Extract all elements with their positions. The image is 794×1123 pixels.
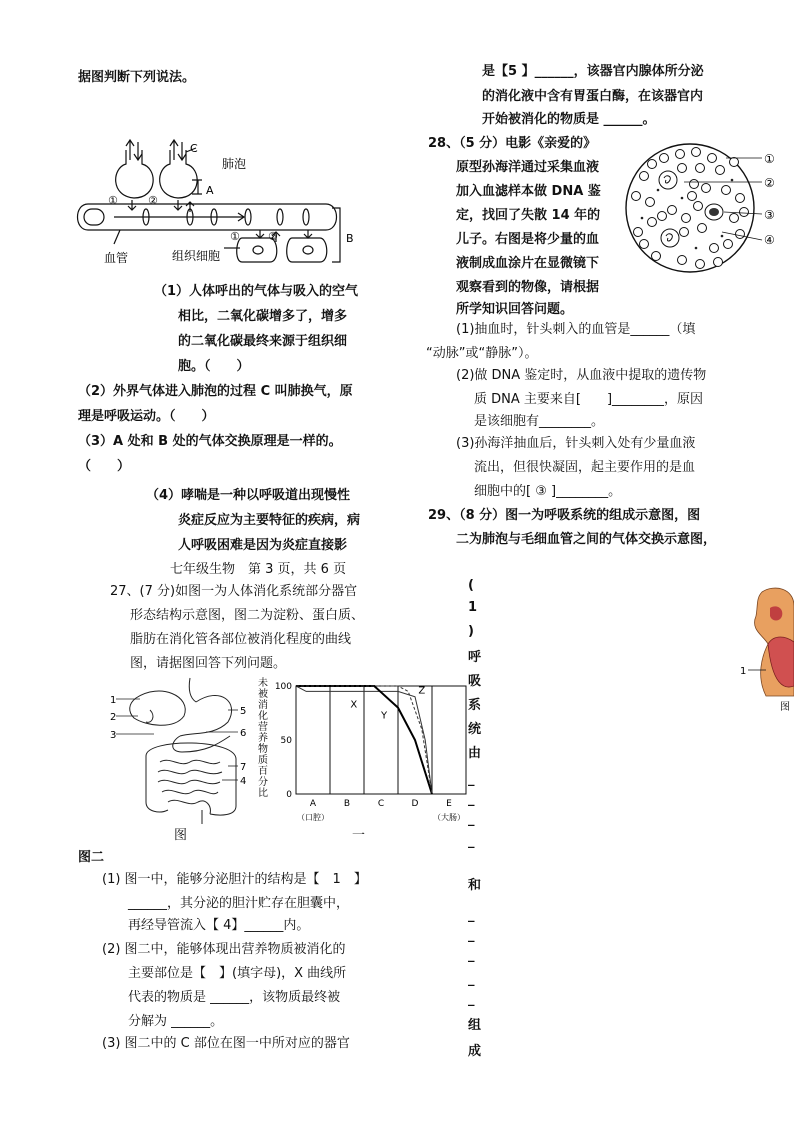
y-axis-label [258, 676, 268, 799]
label-circle-2-bottom: ② [268, 230, 278, 243]
label-alveolus: 肺泡 [222, 157, 247, 171]
red-blood-cell [652, 252, 661, 261]
red-blood-cell [632, 192, 641, 201]
red-blood-cell [722, 186, 731, 195]
q26-1-line2: 相比，二氧化碳增多了，增多 [178, 309, 348, 324]
vertical-char: 由 [468, 746, 482, 761]
pancreas [173, 736, 230, 752]
x-tick-label: E [446, 799, 452, 809]
label-tissue-cell: 组织细胞 [172, 249, 221, 263]
y-axis-label-char: 质 [258, 755, 268, 766]
q27-1-line2: ______，其分泌的胆汁贮存在胆囊中， [128, 896, 350, 911]
q28-1-line2: “动脉”或“静脉”）。 [426, 346, 538, 361]
red-blood-cell [730, 214, 739, 223]
gas-exchange-diagram [74, 138, 354, 268]
organ-num-6: 6 [240, 728, 247, 739]
q28-2-line3: 是该细胞有________。 [474, 414, 605, 429]
x-tick-label: D [411, 799, 419, 809]
label-blood-vessel: 血管 [104, 251, 129, 265]
y-tick-label: 50 [280, 736, 292, 746]
vertical-char: _ [468, 908, 475, 923]
vertical-char: ( [468, 578, 474, 593]
red-blood-cell [648, 218, 657, 227]
organ-num-1: 1 [110, 695, 117, 706]
y-axis-label-char: 被 [258, 689, 268, 700]
q27-3-line1: (3) 图二中的 C 部位在图一中所对应的器官 [102, 1036, 350, 1051]
vertical-char: _ [468, 792, 475, 807]
q26-1-line3: 的二氧化碳最终来源于组织细 [178, 334, 348, 349]
q27-line2: 形态结构示意图，图二为淀粉、蛋白质、 [130, 608, 365, 623]
resp-label-tu: 图 [780, 702, 790, 713]
red-blood-cell [678, 164, 687, 173]
digestion-curve-chart [256, 676, 472, 824]
q26-3-line2: （ ） [78, 459, 131, 474]
red-blood-cell [740, 208, 749, 217]
vertical-char: 统 [468, 722, 482, 737]
red-blood-cell [702, 184, 711, 193]
q28-body-5: 液制成血涂片在显微镜下 [456, 256, 600, 271]
red-blood-cell [724, 240, 733, 249]
y-axis-label-char: 百 [258, 766, 268, 777]
q26-1-line4: 胞。（ ） [178, 359, 250, 374]
vertical-char: 呼 [468, 650, 482, 665]
resp-label-1: 1 [740, 666, 747, 677]
q28-body-4: 儿子。右图是将少量的血 [456, 232, 600, 247]
q28-body-2: 加入血滤样本做 DNA 鉴 [456, 184, 601, 199]
gallbladder [146, 710, 153, 722]
blood-label-4: ④ [764, 233, 775, 247]
red-blood-cell [680, 228, 689, 237]
label-b: B [346, 232, 354, 245]
blood-smear-diagram [622, 140, 794, 280]
red-blood-cell [736, 194, 745, 203]
q28-3-line1: (3)孙海洋抽血后，针头刺入处有少量血液 [456, 436, 696, 451]
q26-4-line3: 人呼吸困难是因为炎症直接影 [178, 538, 348, 553]
small-intestine [158, 760, 222, 814]
blood-label-3: ③ [764, 208, 775, 222]
red-blood-cell [634, 228, 643, 237]
label-c: C [190, 142, 198, 155]
red-blood-cell [714, 258, 723, 267]
red-blood-cell [696, 260, 705, 269]
red-blood-cell [640, 172, 649, 181]
red-blood-cell [736, 230, 745, 239]
y-axis-label-char: 未 [258, 678, 268, 689]
vertical-char: _ [468, 992, 475, 1007]
x-tick-note: （大肠） [433, 813, 465, 822]
organ-num-5: 5 [240, 706, 247, 717]
stomach [180, 695, 232, 736]
vertical-char: _ [468, 948, 475, 963]
series-label-y: Y [381, 710, 388, 722]
red-blood-cell [676, 150, 685, 159]
q26-2-line1: （2）外界气体进入肺泡的过程 C 叫肺换气，原 [78, 384, 353, 399]
vertical-char: 吸 [468, 674, 482, 689]
x-tick-label: C [377, 799, 385, 809]
red-blood-cell [648, 160, 657, 169]
vertical-char: 和 [468, 878, 482, 893]
q28-body-6: 观察看到的物像，请根据 [456, 280, 600, 295]
vertical-char: _ [468, 772, 475, 787]
q28-2-line1: (2)做 DNA 鉴定时，从血液中提取的遗传物 [456, 368, 707, 383]
large-intestine [146, 743, 236, 815]
organ-num-4: 4 [240, 776, 247, 787]
white-cell-1 [659, 171, 677, 189]
q28-body-1: 原型孙海洋通过采集血液 [456, 160, 600, 175]
red-blood-cell [688, 192, 697, 201]
liver [130, 691, 186, 725]
label-circle-1-bottom: ① [230, 230, 240, 243]
q28-3-line3: 细胞中的[ ③ ]________。 [474, 484, 622, 499]
x-tick-note: （口腔） [297, 813, 329, 822]
q28-head: 28、（5 分）电影《亲爱的》 [428, 136, 597, 151]
fig1-caption-dash: 一 [352, 828, 366, 843]
tissue-cell-right [287, 238, 327, 262]
q28-2-line2: 质 DNA 主要来自[ ]________，原因 [474, 392, 704, 407]
vertical-char: 成 [468, 1044, 482, 1059]
fig1-caption: 图 [174, 828, 188, 843]
q27-cont-line3: 开始被消化的物质是 ______。 [482, 112, 656, 127]
label-circle-2-top: ② [148, 194, 158, 207]
q29-line2: 二为肺泡与毛细血管之间的气体交换示意图， [456, 532, 717, 547]
y-axis-label-char: 消 [258, 700, 268, 711]
red-blood-cell [690, 180, 699, 189]
q28-body-7: 所学知识回答问题。 [456, 302, 574, 317]
red-blood-cell [658, 212, 667, 221]
vertical-char: ) [468, 624, 474, 639]
y-tick-label: 0 [286, 790, 292, 800]
red-blood-cell [640, 240, 649, 249]
q26-1-line1: （1）人体呼出的气体与吸入的空气 [154, 284, 359, 299]
q27-cont-line2: 的消化液中含有胃蛋白酶，在该器官内 [482, 89, 704, 104]
red-blood-cell [678, 256, 687, 265]
chart-frame [296, 686, 466, 794]
y-tick-label: 100 [274, 682, 292, 692]
vertical-char: 系 [468, 698, 482, 713]
q26-3-line1: （3）A 处和 B 处的气体交换原理是一样的。 [78, 434, 342, 449]
digestive-system-diagram [110, 676, 260, 826]
y-axis-label-char: 比 [258, 788, 268, 799]
q27-2-line2: 主要部位是【 】(填字母)，X 曲线所 [128, 966, 347, 981]
red-blood-cell [646, 198, 655, 207]
q26-2-line2: 理是呼吸运动。（ ） [78, 409, 215, 424]
q27-cont-line1: 是【5 】______，该器官内腺体所分泌 [482, 64, 704, 79]
series-label-x: X [350, 699, 358, 711]
y-axis-label-char: 养 [258, 733, 268, 744]
red-blood-cell [668, 206, 677, 215]
label-circle-1-top: ① [108, 194, 118, 207]
q28-1-line1: (1)抽血时，针头刺入的血管是______（填 [456, 322, 696, 337]
blood-label-1: ① [764, 152, 775, 166]
series-label-z: Z [418, 685, 426, 697]
x-tick-label: A [309, 799, 317, 809]
vertical-char: 1 [468, 600, 478, 615]
red-blood-cell [716, 166, 725, 175]
red-blood-cell [694, 202, 703, 211]
q27-line3: 脂肪在消化管各部位被消化程度的曲线 [130, 632, 352, 647]
fig2-label: 图二 [78, 850, 105, 865]
q27-line1: 27、(7 分)如图一为人体消化系统部分器官 [110, 584, 358, 599]
alveolus-left [116, 150, 153, 198]
organ-num-3: 3 [110, 730, 117, 741]
vertical-char: _ [468, 812, 475, 827]
red-blood-cell [710, 244, 719, 253]
y-axis-label-char: 化 [258, 711, 268, 722]
q28-3-line2: 流出，但很快凝固，起主要作用的是血 [474, 460, 696, 475]
red-blood-cell [692, 148, 701, 157]
red-blood-cell [660, 154, 669, 163]
vertical-char: _ [468, 834, 475, 849]
red-blood-cell [730, 158, 739, 167]
q26-4-line1: （4）哮喘是一种以呼吸道出现慢性 [146, 488, 351, 503]
q28-body-3: 定，找回了失散 14 年的 [456, 208, 601, 223]
y-axis-label-char: 营 [258, 722, 268, 733]
respiratory-system-figure [740, 586, 794, 716]
esophagus [189, 678, 196, 702]
y-axis-label-char: 物 [258, 744, 268, 755]
q29-line1: 29、（8 分）图一为呼吸系统的组成示意图，图 [428, 508, 701, 523]
red-blood-cell [696, 164, 705, 173]
organ-num-7: 7 [240, 762, 247, 773]
alveolus-right [160, 150, 197, 198]
red-blood-cell [708, 154, 717, 163]
label-a: A [206, 184, 214, 197]
y-axis-label-char: 分 [258, 777, 268, 788]
blood-label-2: ② [764, 176, 775, 190]
q27-line4: 图，请据图回答下列问题。 [130, 656, 287, 671]
red-blood-cell [698, 224, 707, 233]
vertical-char: 组 [468, 1018, 482, 1033]
q27-1-line1: (1) 图一中，能够分泌胆汁的结构是【 1 】 [102, 872, 367, 887]
q27-2-line4: 分解为 ______。 [128, 1014, 224, 1029]
red-blood-cell [682, 214, 691, 223]
organ-num-2: 2 [110, 712, 117, 723]
q27-2-line1: (2) 图二中，能够体现出营养物质被消化的 [102, 942, 346, 957]
vertical-char: _ [468, 928, 475, 943]
q26-4-line2: 炎症反应为主要特征的疾病，病 [178, 513, 361, 528]
vertical-char: _ [468, 972, 475, 987]
x-tick-label: B [343, 799, 351, 809]
q27-2-line3: 代表的物质是 ______，该物质最终被 [128, 990, 341, 1005]
q27-1-line3: 再经导管流入【 4】______内。 [128, 918, 310, 933]
page-footer: 七年级生物 第 3 页，共 6 页 [170, 562, 347, 577]
white-cell-3 [661, 229, 679, 247]
intro-text: 据图判断下列说法。 [78, 70, 196, 85]
